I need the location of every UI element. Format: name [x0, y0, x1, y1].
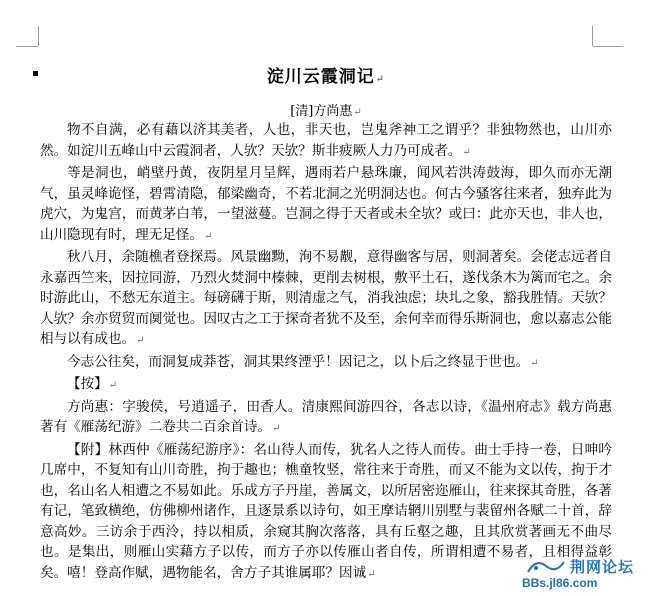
- paragraph-4[interactable]: [40, 352, 612, 375]
- paragraph-text: 【附】林西仲《雁荡纪游序》：名山待人而传，犹名人之待人而传。曲士手持一卷，日呻吟几席中，不复知有山川奇胜，拘于趣也；樵童牧竖，常往来于奇胜，而又不能为文以传，拘于才也，名山名人相遭之不易如此。乐成方子丹崖，善属文，以所居密迩雁山，往来探其奇胜，各著有记，笔致横绝，仿佛柳州诸作，且逐景系以诗句，如王摩诘辋川别墅与裴留州各赋二十首，辞意高妙。三访余于西泠，持以相质，余窥其胸次落落，具有丘壑之趣，且其欣赏著画无不曲尽也。是集出，则雁山实藉方子以传，而方子亦以传雁山者自传，所谓相遭不易者，且相得益彰矣。嘻！登高作赋，遇物能名，舍方子其谁属耶？因诚: [40, 441, 612, 581]
- paragraph-mark-icon: ↵: [272, 423, 281, 434]
- paragraph-text: 物不自满，必有藉以济其美者，人也，非天也，岂鬼斧神工之谓乎？非独物然也，山川亦然。如淀川五峰山中云霞洞者，人欤？天欤？斯非疲厥人力乃可成者。: [40, 122, 612, 159]
- site-watermark: [522, 556, 648, 596]
- document-body[interactable]: [40, 120, 612, 585]
- crop-mark-top-right-vertical: [592, 26, 593, 46]
- paragraph-mark-icon: ↵: [462, 146, 471, 158]
- document-author[interactable]: [0, 100, 652, 119]
- document-title-text: 淀川云霞洞记: [266, 67, 375, 87]
- paragraph-mark-icon: ↵: [375, 74, 386, 85]
- crop-mark-top-left-vertical: [38, 26, 39, 46]
- crop-mark-top-right-horizontal: [593, 46, 623, 47]
- paragraph-text: 方尚惠：字骏侯，号逍遥子，田香人。清康熙间游四谷，各志以诗，《温州府志》载方尚惠著有《雁荡纪游》二卷共二百余首诗。: [40, 398, 612, 435]
- paragraph-note[interactable]: [40, 397, 612, 440]
- paragraph-3[interactable]: [40, 247, 612, 352]
- paragraph-mark-icon: ↵: [353, 107, 362, 118]
- paragraph-mark-icon: ↵: [204, 230, 213, 242]
- paragraph-text: 今志公往矣，而洞复成莽苍，洞其果终湮乎！因记之，以卜后之终显于世也。: [67, 353, 530, 370]
- note-heading[interactable]: [40, 374, 612, 397]
- watermark-url: BBs.jl86.com: [522, 576, 598, 590]
- paragraph-2[interactable]: [40, 163, 612, 247]
- document-title[interactable]: [0, 62, 652, 87]
- paragraph-mark-icon: ↵: [530, 357, 539, 369]
- crop-mark-top-left-horizontal: [16, 46, 38, 47]
- paragraph-mark-icon: ↵: [108, 380, 118, 391]
- watermark-site-name: 荆网论坛: [570, 559, 635, 576]
- paragraph-mark-icon: ↵: [136, 335, 145, 346]
- paragraph-text: 等是洞也，峭壁丹黄，夜阴星月呈辉，遇雨若户悬珠廉，闻风若洪涛鼓海，即久而亦无潮气，虽灵峰诡怪，碧霄清隐，郁梁幽奇，不若北洞之光明洞达也。何古今骚客往来者，独弃此为虎穴，为鬼宫，而黄茅白苇，一望滋蔓。岂洞之得于天者或未全欤？或曰：此亦天也，非人也，山川隐现有时，理无足怪。: [40, 165, 612, 243]
- paragraph-text: 【按】: [67, 376, 108, 392]
- document-author-text: [清]方尚惠: [290, 104, 353, 119]
- watermark-logo-icon: [526, 556, 566, 576]
- paragraph-mark-icon: ↵: [367, 568, 376, 580]
- paragraph-1[interactable]: [40, 120, 612, 163]
- paragraph-text: 秋八月，余随樵者登探焉。风景幽黝，洵不易觏，意得幽客与居，则洞著矣。会佬志远者自永嘉西竺来，因拉同游，乃烈火焚洞中榛棘，更削去树根，敷平土石，遂伐条木为篱而宅之。余时游此山，不愁无东道主。每磅礴于斯，则清虚之气，消我浊虑；块圠之象，豁我胜情。天欤？人欤？余亦贸贸而阒觉也。因叹古之工于探奇者犹不及至，余何幸而得乐斯洞也，愈以嘉志公能相与以有成也。: [40, 249, 612, 347]
